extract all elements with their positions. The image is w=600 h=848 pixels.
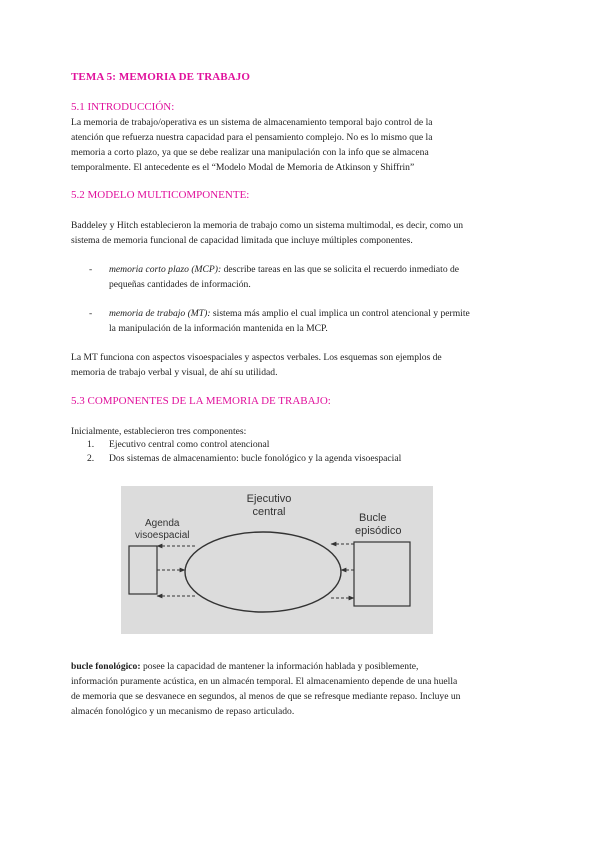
bold-term: bucle fonológico: [71, 661, 141, 672]
paragraph-line: almacén fonológico y un mecanismo de repaso articulado. [71, 706, 295, 717]
paragraph-line: de memoria que se desvanece en segundos, al menos de que se refresque mediante repaso. Incluye un [71, 691, 461, 702]
componentes-intro: Inicialmente, establecieron tres componentes: [71, 426, 247, 437]
agenda-label-line-1: Agenda [145, 518, 180, 529]
bullet-text: sistema más amplio el cual implica un control atencional y permite [210, 308, 470, 319]
section-heading-modelo: 5.2 MODELO MULTICOMPONENTE: [71, 189, 250, 201]
paragraph-text: posee la capacidad de mantener la información hablada y posiblemente, [140, 661, 419, 672]
document-title: TEMA 5: MEMORIA DE TRABAJO [71, 71, 251, 83]
bullet-text-continued: la manipulación de la información mantenida en la MCP. [109, 323, 328, 334]
paragraph-line: La memoria de trabajo/operativa es un sistema de almacenamiento temporal bajo control de la [71, 117, 433, 128]
list-number: 1. [87, 439, 95, 450]
bucle-box [354, 542, 410, 606]
section-heading-introduccion: 5.1 INTRODUCCIÓN: [71, 101, 175, 113]
list-item [71, 452, 533, 466]
bullet-dash: - [89, 264, 93, 275]
bucle-fonologico-paragraph [71, 659, 533, 719]
bullet-term: memoria de trabajo (MT): [109, 308, 211, 319]
paragraph-line: memoria de trabajo verbal y visual, de ahí su utilidad. [71, 367, 278, 378]
list-item [71, 438, 533, 452]
section-heading-componentes: 5.3 COMPONENTES DE LA MEMORIA DE TRABAJO: [71, 395, 331, 407]
paragraph-line: información puramente acústica, en un almacén temporal. El almacenamiento depende de una huella [71, 676, 458, 687]
bullet-item-mcp [71, 262, 533, 292]
bullet-item-mt [71, 306, 533, 336]
paragraph-line: temporalmente. El antecedente es el “Modelo Modal de Memoria de Atkinson y Shiffrin” [71, 162, 415, 173]
list-text: Ejecutivo central como control atencional [109, 439, 270, 450]
paragraph-line: atención que refuerza nuestra capacidad para el pensamiento complejo. No es lo mismo que la [71, 132, 433, 143]
modelo-closing-paragraph [71, 350, 533, 380]
section-intro-paragraph [71, 115, 533, 175]
list-number: 2. [87, 453, 95, 464]
components-ordered-list [71, 438, 533, 466]
bullet-dash: - [89, 308, 93, 319]
paragraph-line: Baddeley y Hitch establecieron la memoria de trabajo como un sistema multimodal, es decir, como un [71, 220, 464, 231]
bucle-label-line-2: episódico [355, 525, 402, 537]
bullet-text: describe tareas en las que se solicita el recuerdo inmediato de [221, 264, 460, 275]
agenda-label-line-2: visoespacial [135, 530, 190, 541]
working-memory-diagram [121, 486, 433, 634]
paragraph-line: memoria a corto plazo, ya que se debe realizar una manipulación con la info que se almacena [71, 147, 429, 158]
list-text: Dos sistemas de almacenamiento: bucle fonológico y la agenda visoespacial [109, 453, 402, 464]
paragraph-line: sistema de memoria funcional de capacidad limitada que incluye múltiples componentes. [71, 235, 413, 246]
bucle-label-line-1: Bucle [359, 512, 387, 524]
agenda-box [129, 546, 157, 594]
bullet-text-continued: pequeñas cantidades de información. [109, 279, 251, 290]
central-label-line-1: Ejecutivo [246, 493, 292, 505]
diagram-svg [121, 486, 433, 634]
paragraph-line: La MT funciona con aspectos visoespaciales y aspectos verbales. Los esquemas son ejemplos de [71, 352, 442, 363]
modelo-intro-paragraph [71, 218, 533, 248]
central-executive-ellipse [185, 532, 341, 612]
central-label-line-2: central [252, 506, 286, 518]
bullet-term: memoria corto plazo (MCP): [109, 264, 222, 275]
